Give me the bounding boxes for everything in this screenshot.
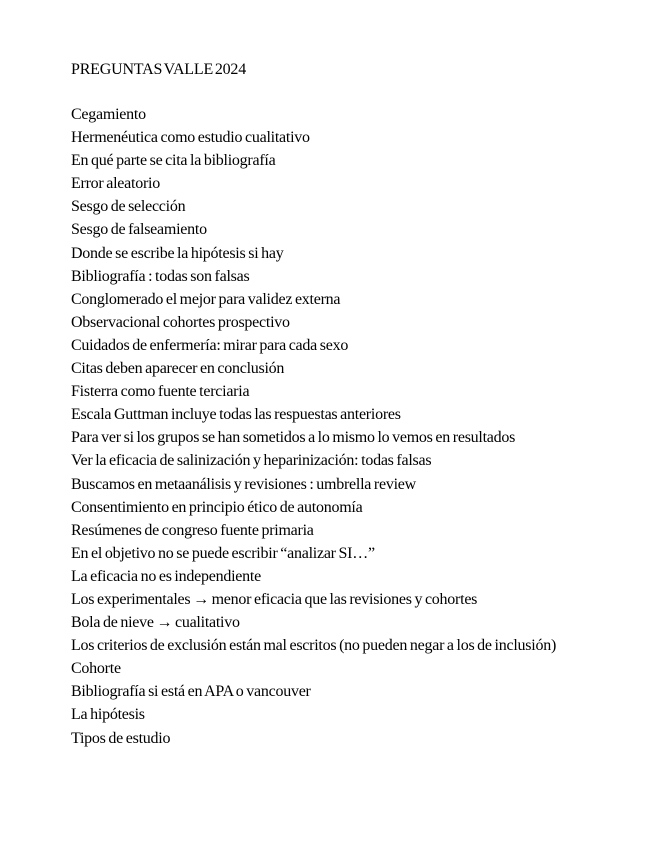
list-item: Cegamiento: [71, 106, 146, 123]
list-item: La hipótesis: [71, 706, 145, 724]
list-item: Los experimentales → menor eficacia que las revisiones y cohortes: [71, 590, 478, 608]
list-item: Consentimiento en principio ético de autonomía: [71, 498, 363, 516]
list-item: Conglomerado el mejor para validez externa: [71, 290, 341, 308]
list-item: Bola de nieve → cualitativo: [71, 614, 240, 632]
list-item: En qué parte se cita la bibliografía: [71, 152, 276, 170]
list-item: Tipos de estudio: [71, 729, 171, 747]
list-item: Observacional cohortes prospectivo: [71, 313, 290, 331]
list-item: En el objetivo no se puede escribir “analizar SI…”: [71, 544, 375, 562]
list-item: Los criterios de exclusión están mal escritos (no pueden negar a los de inclusión): [71, 637, 557, 655]
list-item: Citas deben aparecer en conclusión: [71, 360, 285, 378]
document-title: PREGUNTAS VALLE 2024: [71, 61, 247, 78]
list-item: Sesgo de selección: [71, 198, 186, 216]
list-item: Bibliografía : todas son falsas: [71, 267, 250, 285]
list-item: Donde se escribe la hipótesis si hay: [71, 244, 284, 262]
list-item: Error aleatorio: [71, 175, 160, 193]
list-item: Ver la eficacia de salinización y heparinización: todas falsas: [71, 452, 432, 470]
list-item: Hermenéutica como estudio cualitativo: [71, 129, 310, 147]
list-item: Fisterra como fuente terciaria: [71, 383, 250, 401]
list-item: Buscamos en metaanálisis y revisiones : umbrella review: [71, 475, 416, 493]
list-item: Resúmenes de congreso fuente primaria: [71, 521, 314, 539]
list-item: Cohorte: [71, 660, 121, 678]
list-item: Escala Guttman incluye todas las respuestas anteriores: [71, 406, 401, 424]
list-item: Cuidados de enfermería: mirar para cada sexo: [71, 336, 349, 354]
document-page: [71, 58, 591, 750]
list-item: La eficacia no es independiente: [71, 567, 261, 585]
question-list: [71, 103, 591, 750]
list-item: Para ver si los grupos se han sometidos a lo mismo lo vemos en resultados: [71, 429, 516, 447]
list-item: Bibliografía si está en APA o vancouver: [71, 683, 311, 701]
list-item: Sesgo de falseamiento: [71, 221, 207, 239]
